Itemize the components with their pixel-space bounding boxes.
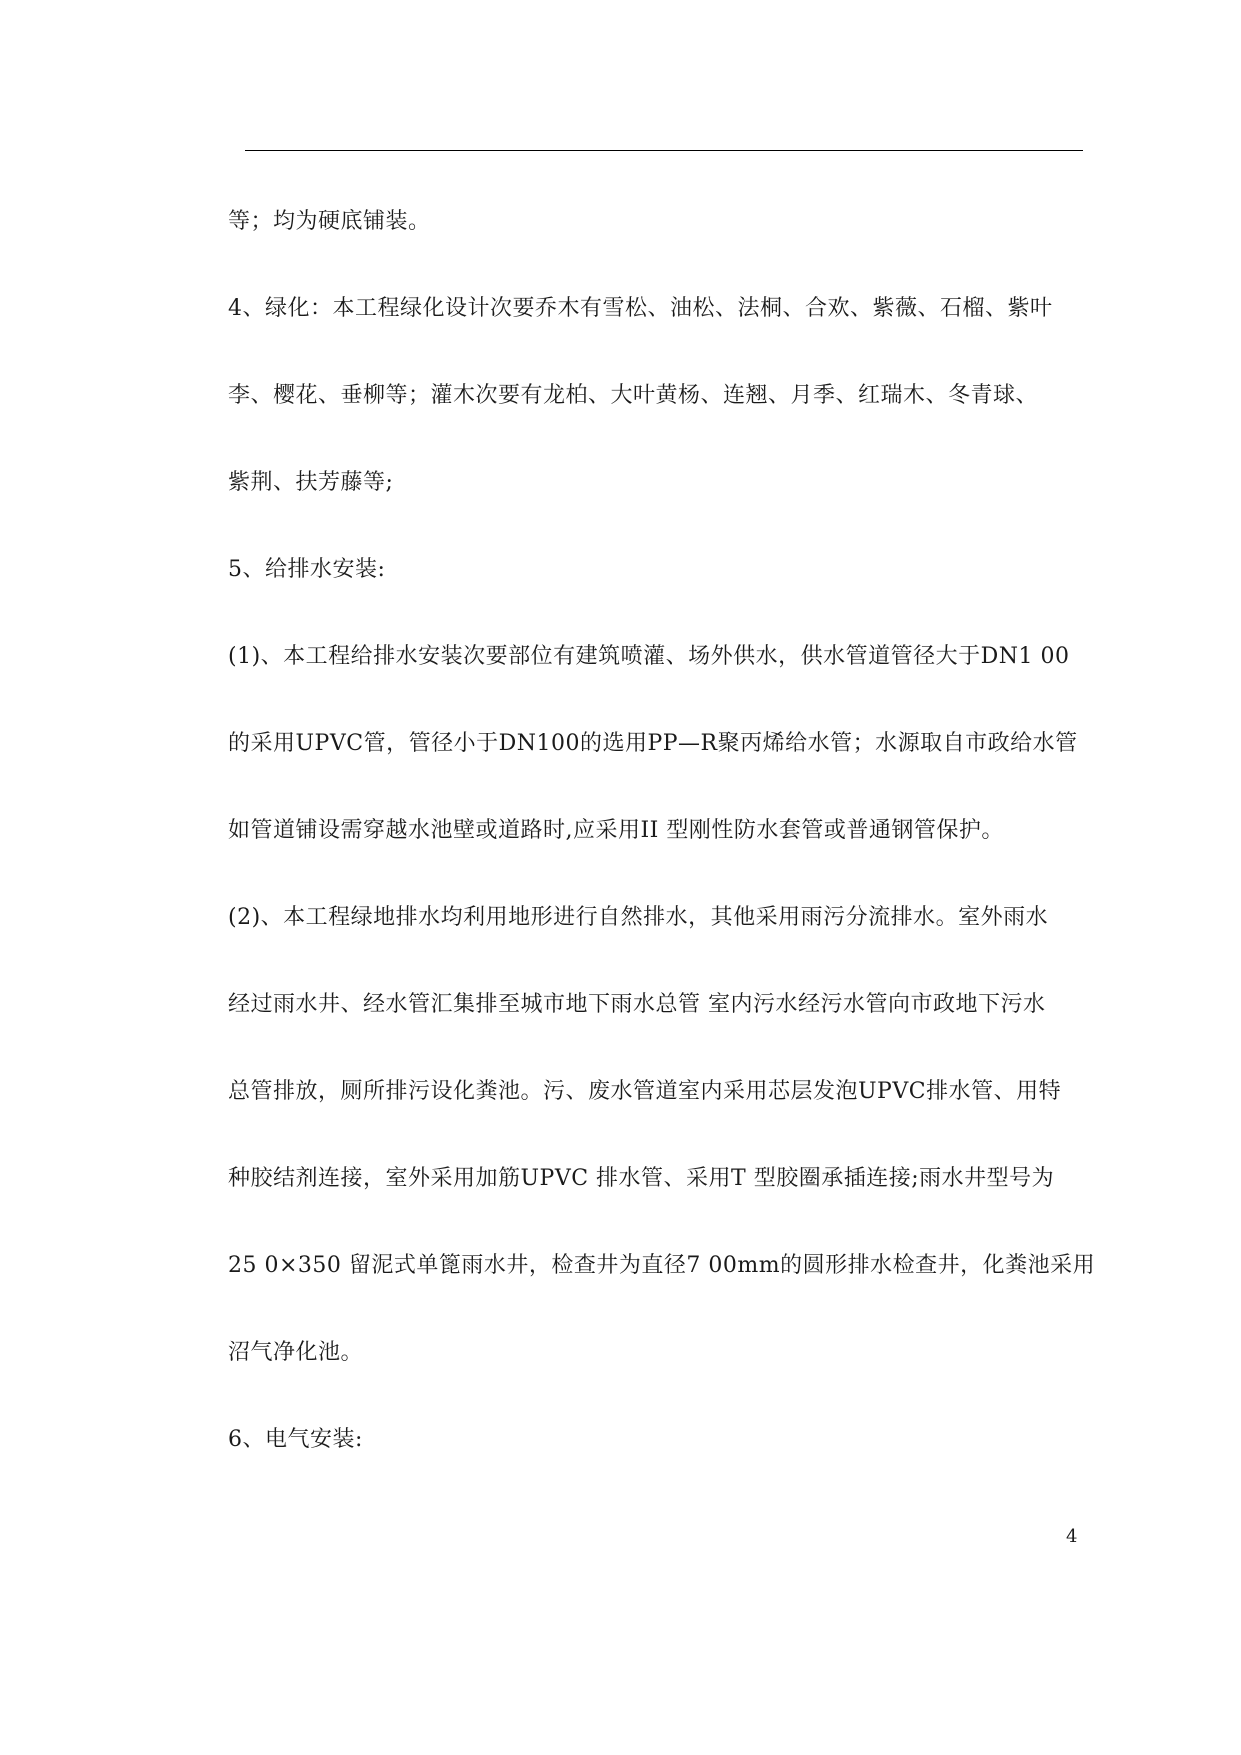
text-line: 紫荆、扶芳藤等; [228, 470, 394, 495]
text-line: (1)、本工程给排水安装次要部位有建筑喷灌、场外供水，供水管道管径大于DN1 00 [228, 644, 1070, 669]
text-line: 沼气净化池。 [228, 1340, 364, 1365]
section-heading: 6、电气安装: [228, 1427, 363, 1452]
text-line: 种胶结剂连接，室外采用加筋UPVC 排水管、采用T 型胶圈承插连接;雨水井型号为 [228, 1166, 1055, 1191]
document-body [228, 205, 1128, 1510]
page-number: 4 [1066, 1526, 1078, 1547]
section-heading: 5、给排水安装: [228, 557, 386, 582]
text-line: 经过雨水井、经水管汇集排至城市地下雨水总管 室内污水经污水管向市政地下污水 [228, 992, 1046, 1017]
header-rule [245, 150, 1083, 151]
text-line: 4、绿化：本工程绿化设计次要乔木有雪松、油松、法桐、合欢、紫薇、石榴、紫叶 [228, 296, 1053, 321]
text-line: (2)、本工程绿地排水均利用地形进行自然排水，其他采用雨污分流排水。室外雨水 [228, 905, 1049, 930]
text-line: 总管排放，厕所排污设化粪池。污、废水管道室内采用芯层发泡UPVC排水管、用特 [228, 1079, 1062, 1104]
text-line: 25 0×350 留泥式单篦雨水井，检查井为直径7 00mm的圆形排水检查井，化粪池采用 [228, 1253, 1096, 1278]
text-line: 的采用UPVC管，管径小于DN100的选用PP—R聚丙烯给水管；水源取自市政给水管 [228, 731, 1078, 756]
text-line: 等；均为硬底铺装。 [228, 209, 431, 234]
text-line: 李、樱花、垂柳等；灌木次要有龙柏、大叶黄杨、连翘、月季、红瑞木、冬青球、 [228, 383, 1039, 408]
text-line: 如管道铺设需穿越水池壁或道路时,应采用II 型刚性防水套管或普通钢管保护。 [228, 818, 1004, 843]
